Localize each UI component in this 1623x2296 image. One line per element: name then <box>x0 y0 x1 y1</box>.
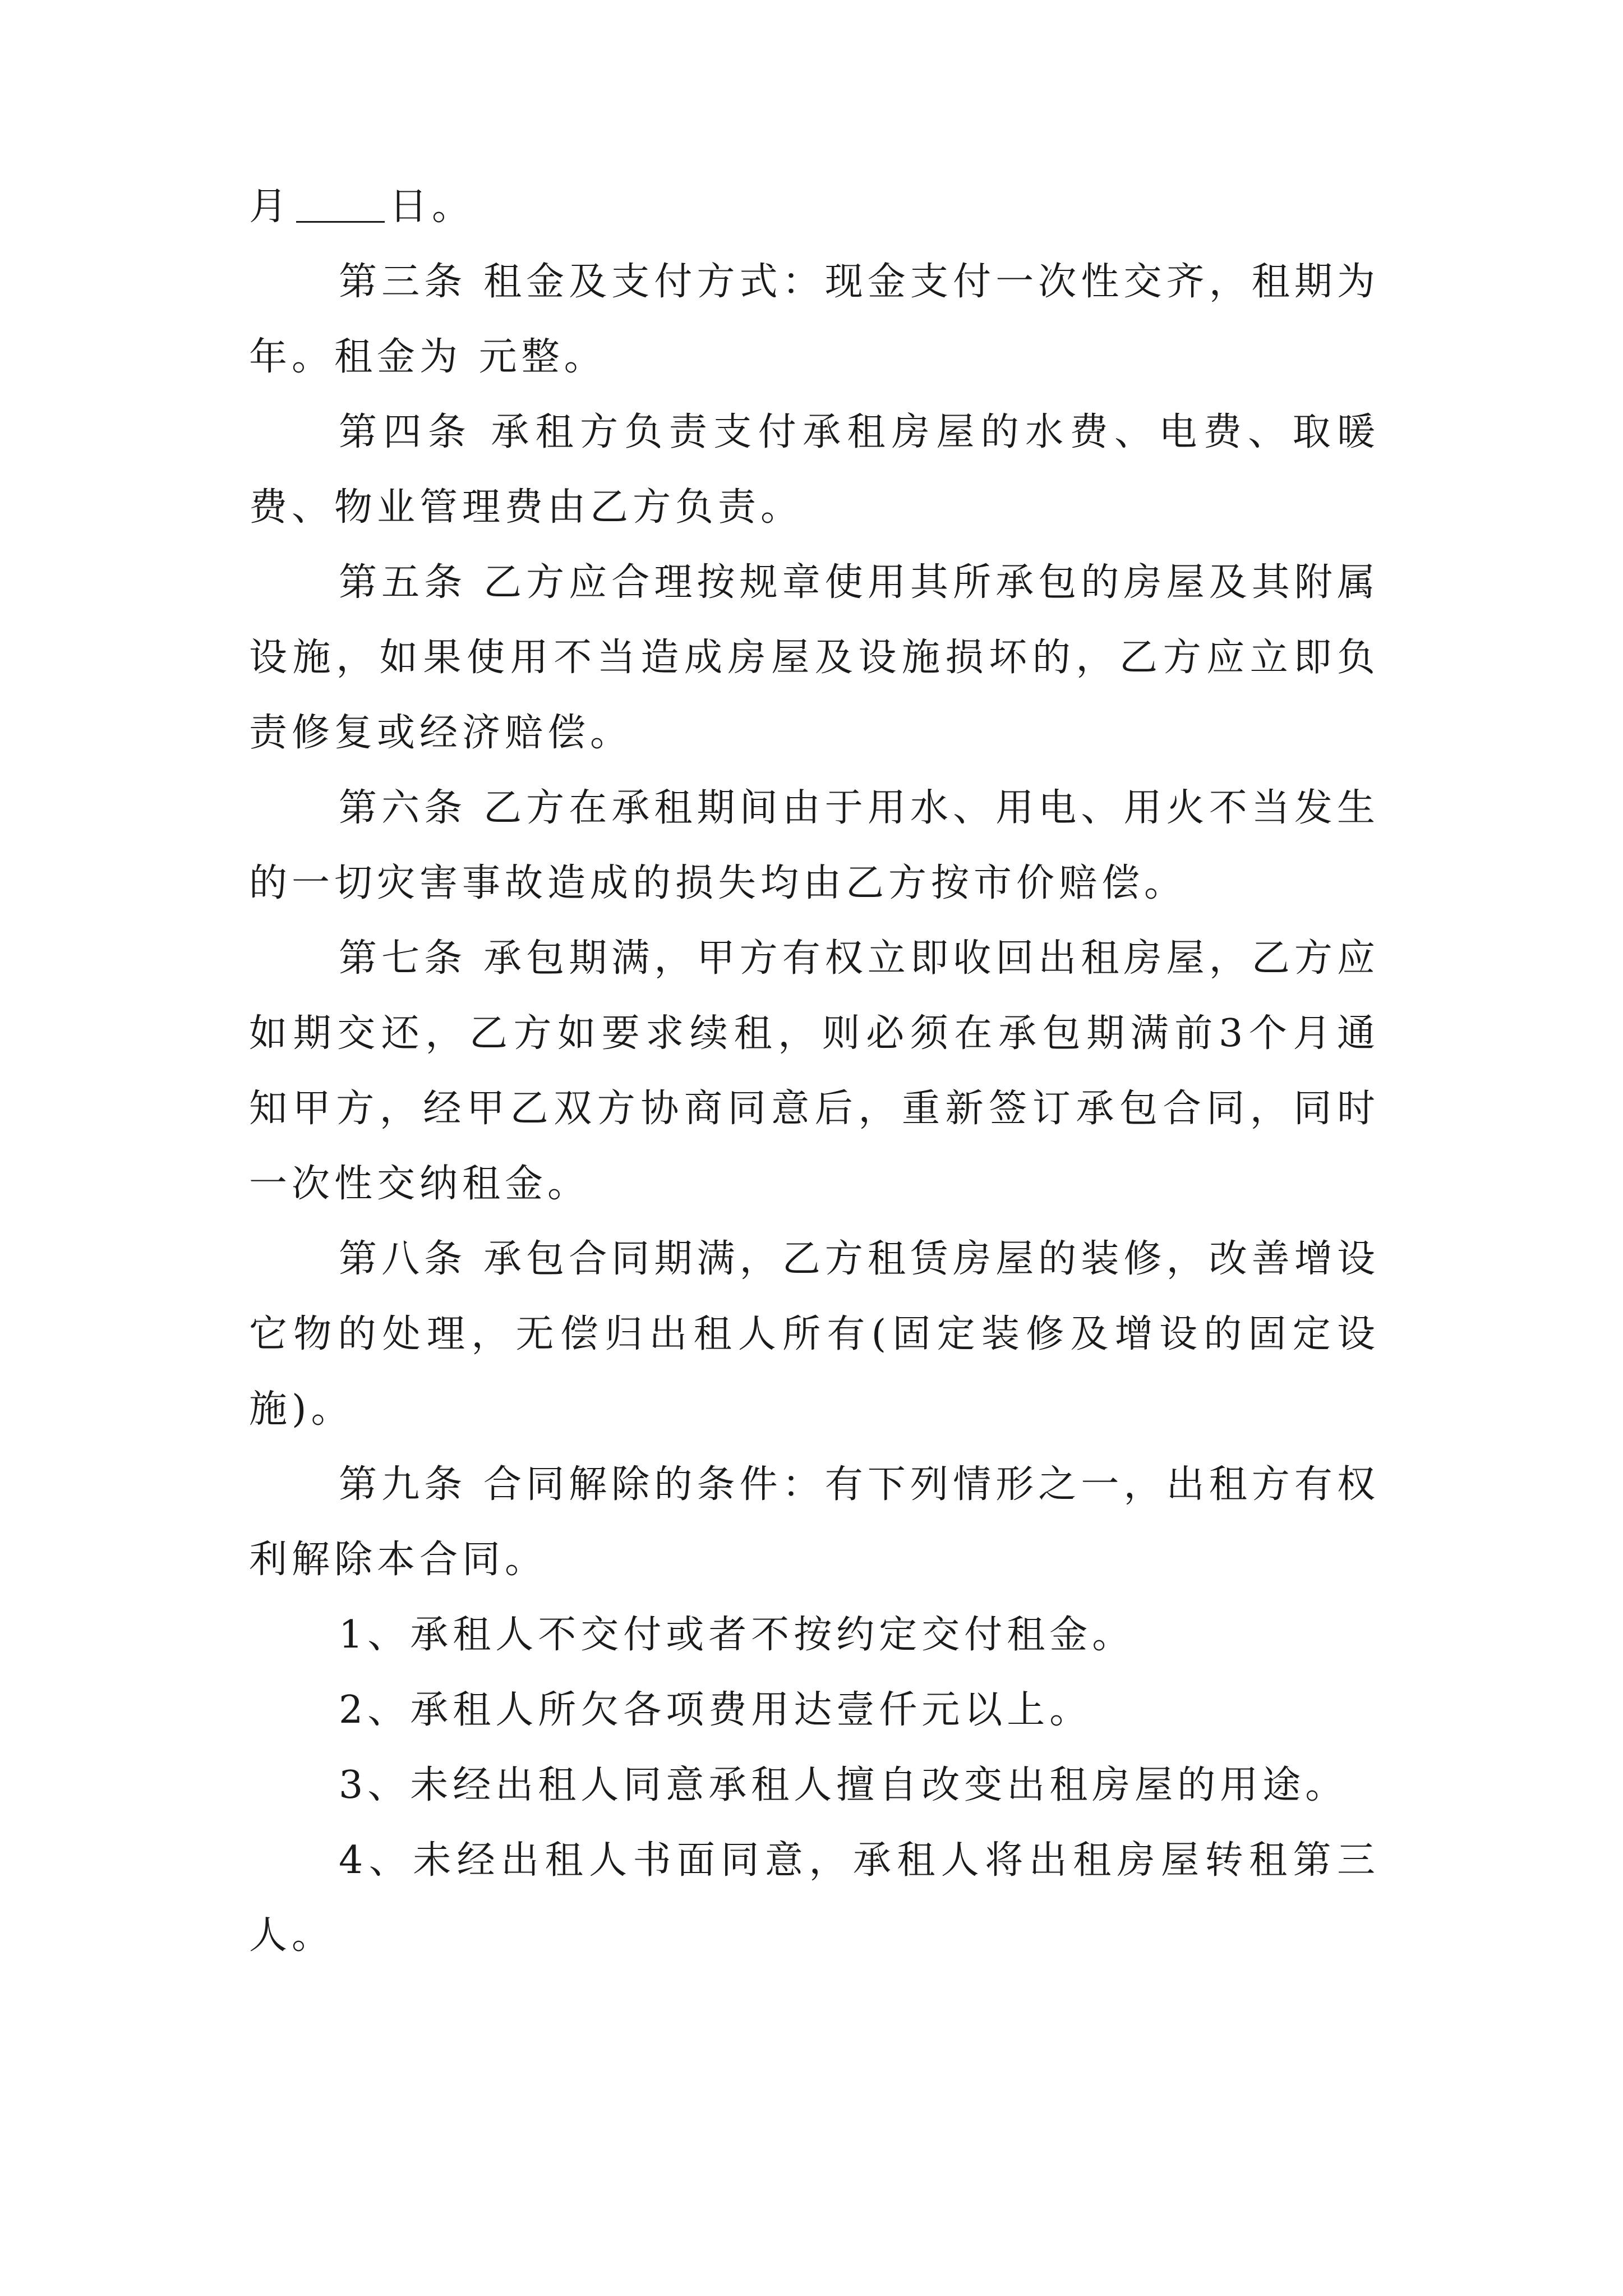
document-body <box>249 169 1380 1973</box>
article-9: 第九条 合同解除的条件：有下列情形之一，出租方有权利解除本合同。 <box>249 1462 1380 1582</box>
article-5: 第五条 乙方应合理按规章使用其所承包的房屋及其附属设施，如果使用不当造成房屋及设施损坏的，乙方应立即负责修复或经济赔偿。 <box>249 560 1380 755</box>
article-8: 第八条 承包合同期满，乙方租赁房屋的装修，改善增设它物的处理，无偿归出租人所有(固定装修及增设的固定设施)。 <box>249 1237 1380 1432</box>
month-label: 月 <box>249 185 292 229</box>
article-7: 第七条 承包期满，甲方有权立即收回出租房屋，乙方应如期交还，乙方如要求续租，则必须在承包期满前3个月通知甲方，经甲乙双方协商同意后，重新签订承包合同，同时一次性交纳租金。 <box>249 936 1380 1206</box>
date-continuation-line <box>249 169 1380 245</box>
article-6: 第六条 乙方在承租期间由于用水、用电、用火不当发生的一切灾害事故造成的损失均由乙方按市价赔偿。 <box>249 786 1380 905</box>
article-4: 第四条 承租方负责支付承租房屋的水费、电费、取暖费、物业管理费由乙方负责。 <box>249 410 1380 530</box>
termination-item-3: 3、未经出租人同意承租人擅自改变出租房屋的用途。 <box>339 1763 1348 1807</box>
article-3: 第三条 租金及支付方式：现金支付一次性交齐，租期为 年。租金为 元整。 <box>249 260 1380 379</box>
termination-item-1: 1、承租人不交付或者不按约定交付租金。 <box>339 1613 1135 1657</box>
day-blank <box>296 187 385 223</box>
termination-item-4: 4、未经出租人书面同意，承租人将出租房屋转租第三人。 <box>249 1838 1380 1958</box>
day-label: 日。 <box>389 185 475 229</box>
termination-item-2: 2、承租人所欠各项费用达壹仟元以上。 <box>339 1688 1092 1732</box>
